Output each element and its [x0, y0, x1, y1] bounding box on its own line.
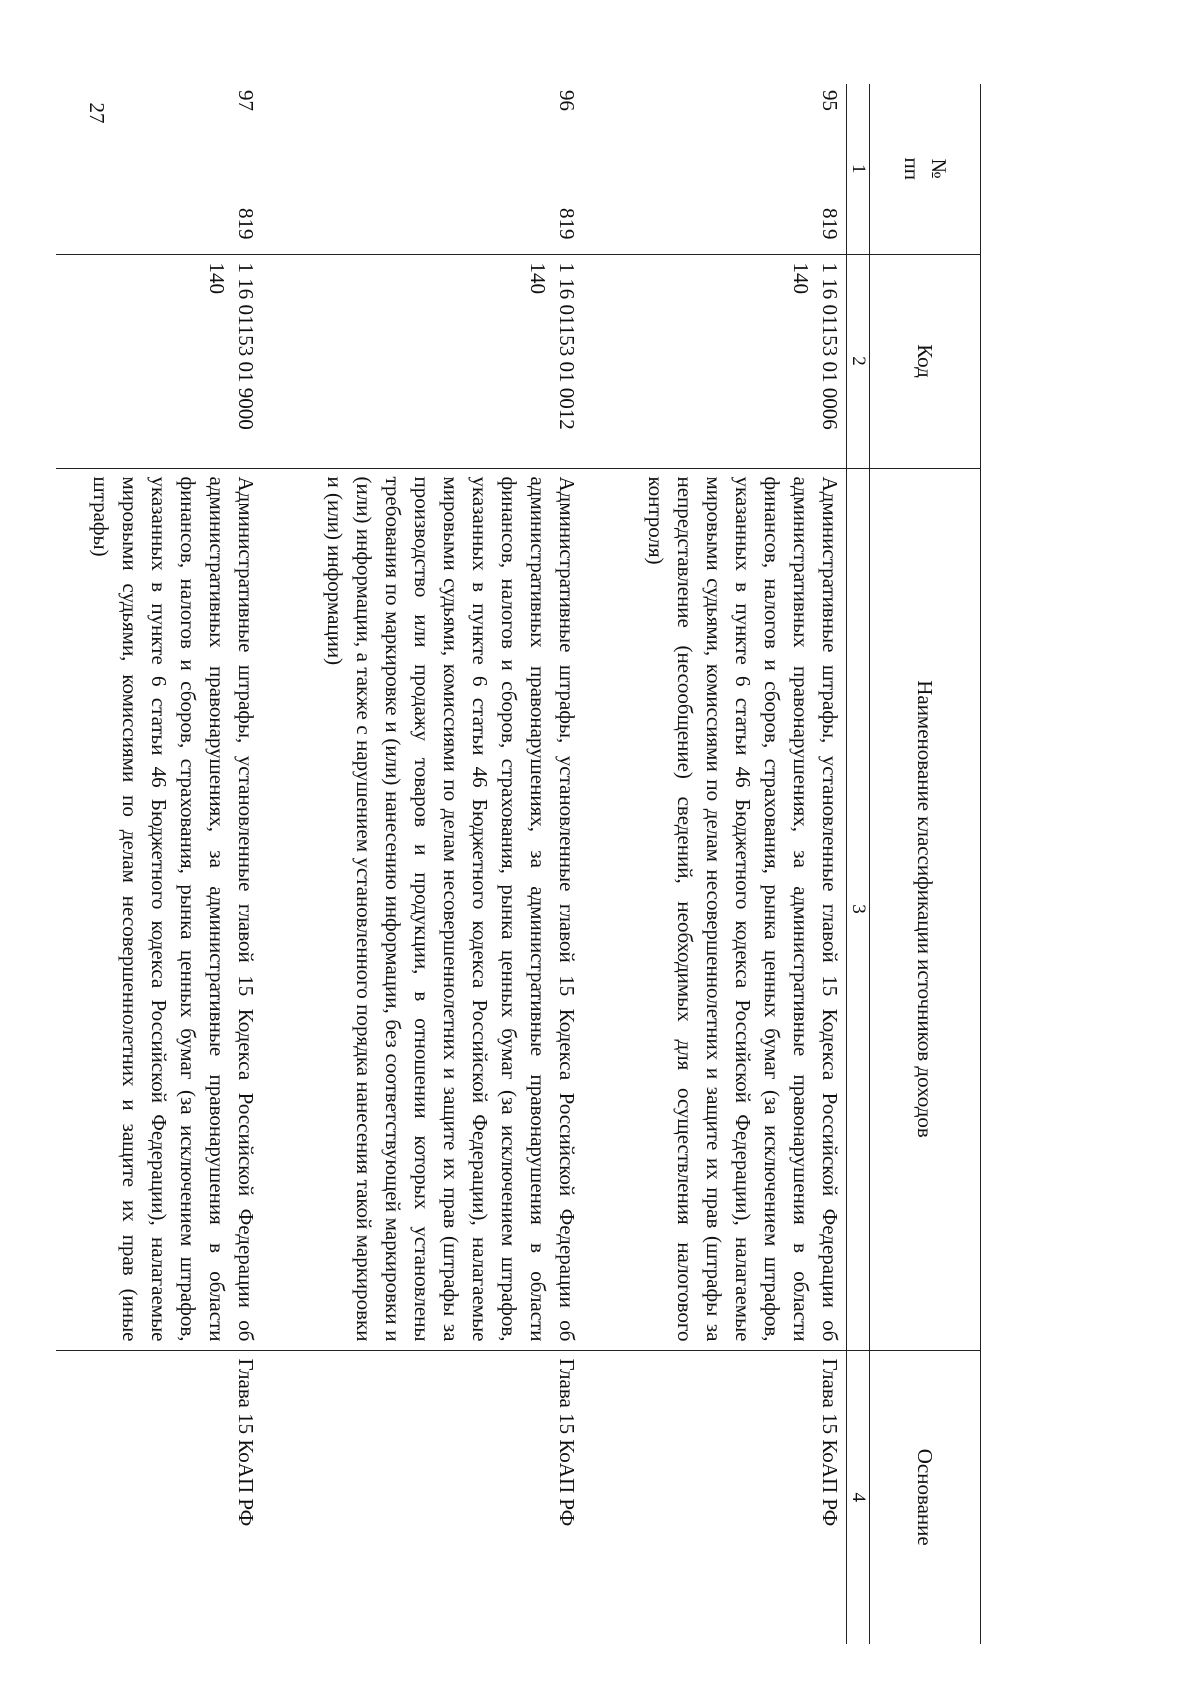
cell-code — [56, 254, 262, 468]
row-number: 95 — [818, 90, 842, 111]
income-name: Административные штрафы, установленные главой 15 Кодекса Российской Федерации об административных правонарушениях, за административные правонарушения в области финансов, налогов и сборов, страхования, рынка ценных бумаг (за исключением штрафов, указанных в пункте 6 статьи 46 Бюджетного кодекса Российской Федерации), налагаемые мировыми судьями, комиссиями по делам несовершеннолетних и защите их прав (иные штрафы) — [89, 476, 258, 1342]
cell-num-admin — [56, 84, 262, 254]
income-classification-table — [56, 84, 981, 1644]
column-number: 4 — [847, 1350, 870, 1644]
row-number: 96 — [555, 90, 579, 111]
table-header-row — [870, 84, 981, 1644]
cell-name — [56, 468, 262, 1350]
cell-name — [262, 468, 583, 1350]
cell-num-admin — [583, 84, 847, 254]
income-code: 1 16 01153 01 0012 140 — [526, 262, 579, 430]
cell-num-admin — [262, 84, 583, 254]
admin-code: 819 — [234, 208, 258, 240]
header-basis: Основание — [870, 1350, 981, 1644]
basis-text: Глава 15 КоАП РФ — [234, 1358, 258, 1527]
cell-name — [583, 468, 847, 1350]
income-code: 1 16 01153 01 0006 140 — [789, 262, 842, 430]
admin-code: 819 — [555, 208, 579, 240]
row-number: 97 — [234, 90, 258, 111]
table-row — [262, 84, 583, 1644]
table-row — [56, 84, 262, 1644]
cell-basis — [583, 1350, 847, 1644]
cell-code — [583, 254, 847, 468]
header-code: Код — [870, 254, 981, 468]
cell-basis — [262, 1350, 583, 1644]
income-name: Административные штрафы, установленные главой 15 Кодекса Российской Федерации об административных правонарушениях, за административные правонарушения в области финансов, налогов и сборов, страхования, рынка ценных бумаг (за исключением штрафов, указанных в пункте 6 статьи 46 Бюджетного кодекса Российской Федерации), налагаемые мировыми судьями, комиссиями по делам несовершеннолетних и защите их прав (штрафы за производство или продажу товаров и продукции, в отношении которых установлены требования по маркировке и (или) нанесению информации, без соответствующей маркировки и (или) информации, а также с нарушением установленного порядка нанесения такой маркировки и (или) информации) — [323, 476, 579, 1342]
column-number: 1 — [847, 84, 870, 254]
page-number: 27 — [85, 102, 109, 124]
basis-text: Глава 15 КоАП РФ — [818, 1358, 842, 1527]
income-name: Административные штрафы, установленные главой 15 Кодекса Российской Федерации об административных правонарушениях, за административные правонарушения в области финансов, налогов и сборов, страхования, рынка ценных бумаг (за исключением штрафов, указанных в пункте 6 статьи 46 Бюджетного кодекса Российской Федерации), налагаемые мировыми судьями, комиссиями по делам несовершеннолетних и защите их прав (штрафы за непредставление (несообщение) сведений, необходимых для осуществления налогового контроля) — [644, 476, 842, 1342]
basis-text: Глава 15 КоАП РФ — [555, 1358, 579, 1527]
cell-basis — [56, 1350, 262, 1644]
column-number: 2 — [847, 254, 870, 468]
cell-code — [262, 254, 583, 468]
column-number: 3 — [847, 468, 870, 1350]
header-num: № пп — [870, 84, 981, 254]
admin-code: 819 — [818, 208, 842, 240]
column-number-row — [847, 84, 870, 1644]
table-row — [583, 84, 847, 1644]
header-name: Наименование классификации источников доходов — [870, 468, 981, 1350]
income-code: 1 16 01153 01 9000 140 — [205, 262, 258, 430]
